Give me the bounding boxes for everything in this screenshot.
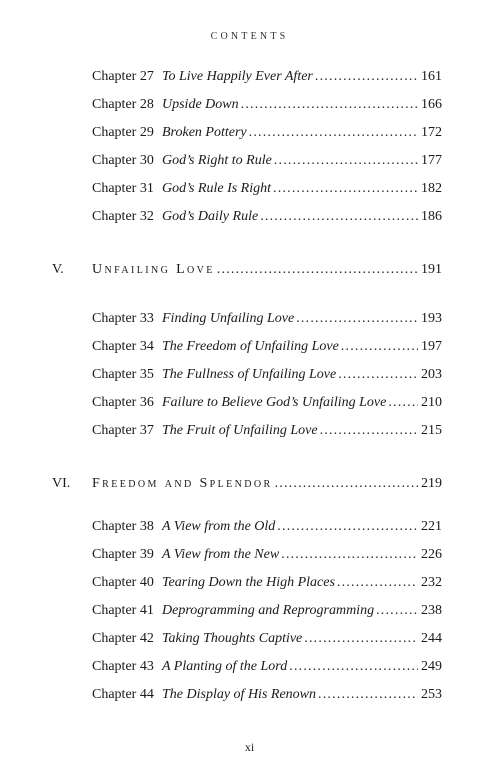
toc-entry[interactable] — [92, 97, 442, 117]
page-number: 226 — [421, 547, 442, 562]
dot-leader — [388, 395, 418, 411]
running-head: CONTENTS — [210, 31, 289, 42]
dot-leader — [341, 339, 418, 355]
toc-entry[interactable] — [92, 659, 442, 679]
toc-entry[interactable] — [92, 311, 442, 331]
chapter-title: Deprogramming and Reprogramming — [162, 603, 375, 618]
chapter-title: Tearing Down the High Places — [162, 575, 335, 590]
dot-leader — [320, 423, 418, 439]
dot-leader — [274, 153, 418, 169]
dot-leader — [275, 476, 418, 492]
dot-leader — [296, 311, 418, 327]
page-number: 172 — [421, 125, 442, 140]
page-number: 221 — [421, 519, 442, 534]
dot-leader — [260, 209, 418, 225]
toc-entry[interactable] — [92, 209, 442, 229]
toc-entry[interactable] — [92, 423, 442, 443]
chapter-number: Chapter 33 — [92, 311, 154, 326]
toc-entry[interactable] — [92, 69, 442, 89]
toc-entry[interactable] — [92, 395, 442, 415]
chapter-number: Chapter 28 — [92, 97, 154, 112]
page-number: 166 — [421, 97, 442, 112]
dot-leader — [241, 97, 418, 113]
chapter-number: Chapter 27 — [92, 69, 154, 84]
page-number: 253 — [421, 687, 442, 702]
toc-part[interactable] — [52, 262, 442, 284]
page-number: 219 — [421, 476, 442, 491]
page-number: 182 — [421, 181, 442, 196]
page-number: 197 — [421, 339, 442, 354]
toc-entry[interactable] — [92, 575, 442, 595]
chapter-title: God’s Daily Rule — [162, 209, 259, 224]
toc-entry[interactable] — [92, 631, 442, 651]
chapter-number: Chapter 40 — [92, 575, 154, 590]
page-number: 232 — [421, 575, 442, 590]
toc-entry[interactable] — [92, 153, 442, 173]
toc-part[interactable] — [52, 476, 442, 498]
page-number: 215 — [421, 423, 442, 438]
toc-entry[interactable] — [92, 519, 442, 539]
chapter-title: God’s Rule Is Right — [162, 181, 272, 196]
chapter-title: Broken Pottery — [162, 125, 247, 140]
chapter-title: The Display of His Renown — [162, 687, 316, 702]
dot-leader — [315, 69, 418, 85]
toc-entry[interactable] — [92, 339, 442, 359]
page-number: 244 — [421, 631, 442, 646]
dot-leader — [337, 575, 418, 591]
chapter-number: Chapter 32 — [92, 209, 154, 224]
toc-entry[interactable] — [92, 687, 442, 707]
chapter-title: A View from the New — [162, 547, 280, 562]
chapter-title: To Live Happily Ever After — [162, 69, 313, 84]
dot-leader — [376, 603, 418, 619]
page-number: 177 — [421, 153, 442, 168]
chapter-title: The Freedom of Unfailing Love — [162, 339, 339, 354]
chapter-title: The Fruit of Unfailing Love — [162, 423, 318, 438]
toc-entry[interactable] — [92, 181, 442, 201]
chapter-title: Failure to Believe God’s Unfailing Love — [162, 395, 387, 410]
page-number: 193 — [421, 311, 442, 326]
page-folio: xi — [244, 740, 255, 754]
chapter-title: Finding Unfailing Love — [162, 311, 295, 326]
dot-leader — [273, 181, 418, 197]
chapter-title: God’s Right to Rule — [162, 153, 272, 168]
dot-leader — [277, 519, 418, 535]
chapter-number: Chapter 31 — [92, 181, 154, 196]
page-number: 203 — [421, 367, 442, 382]
chapter-number: Chapter 44 — [92, 687, 154, 702]
part-number: VI. — [52, 476, 71, 491]
chapter-title: A View from the Old — [162, 519, 276, 534]
toc-entry[interactable] — [92, 367, 442, 387]
chapter-number: Chapter 35 — [92, 367, 154, 382]
chapter-number: Chapter 39 — [92, 547, 154, 562]
chapter-number: Chapter 38 — [92, 519, 154, 534]
chapter-title: A Planting of the Lord — [162, 659, 288, 674]
dot-leader — [249, 125, 418, 141]
chapter-number: Chapter 29 — [92, 125, 154, 140]
chapter-title: The Fullness of Unfailing Love — [162, 367, 337, 382]
chapter-title: Taking Thoughts Captive — [162, 631, 303, 646]
toc-entry[interactable] — [92, 603, 442, 623]
chapter-number: Chapter 36 — [92, 395, 154, 410]
dot-leader — [289, 659, 418, 675]
page-number: 210 — [421, 395, 442, 410]
dot-leader — [338, 367, 418, 383]
dot-leader — [281, 547, 418, 563]
page-number: 191 — [421, 262, 442, 277]
chapter-number: Chapter 43 — [92, 659, 154, 674]
toc-entry[interactable] — [92, 125, 442, 145]
dot-leader — [318, 687, 418, 703]
chapter-number: Chapter 42 — [92, 631, 154, 646]
chapter-number: Chapter 37 — [92, 423, 154, 438]
chapter-number: Chapter 30 — [92, 153, 154, 168]
part-title: Freedom and Splendor — [92, 476, 273, 491]
page-number: 186 — [421, 209, 442, 224]
chapter-number: Chapter 34 — [92, 339, 154, 354]
chapter-title: Upside Down — [162, 97, 239, 112]
part-title: Unfailing Love — [92, 262, 215, 277]
toc-entry[interactable] — [92, 547, 442, 567]
dot-leader — [304, 631, 418, 647]
page-number: 161 — [421, 69, 442, 84]
dot-leader — [217, 262, 418, 278]
part-number: V. — [52, 262, 64, 277]
page-number: 238 — [421, 603, 442, 618]
page-number: 249 — [421, 659, 442, 674]
chapter-number: Chapter 41 — [92, 603, 154, 618]
